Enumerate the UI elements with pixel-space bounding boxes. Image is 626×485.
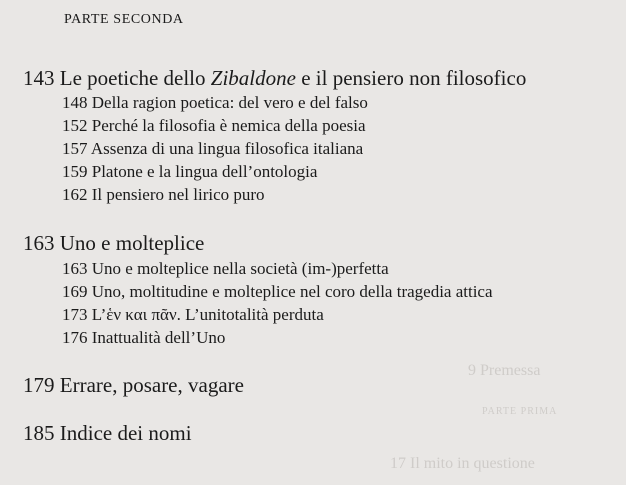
page-number: 163	[62, 259, 88, 278]
toc-entry-chapter	[23, 373, 244, 398]
page-number: 143	[23, 66, 55, 90]
subsection-title: Perché la filosofia è nemica della poesia	[91, 116, 366, 135]
chapter-title: Le poetiche dello Zibaldone e il pensiero non filosofico	[59, 66, 527, 90]
toc-entry-subsection	[62, 93, 368, 113]
subsection-title: Uno, moltitudine e molteplice nel coro della tragedia attica	[91, 282, 493, 301]
toc-entry-chapter	[23, 66, 526, 91]
page-number: 185	[23, 421, 55, 445]
page-number: 157	[62, 139, 88, 158]
page-number: 152	[62, 116, 88, 135]
toc-entry-subsection	[62, 282, 493, 302]
toc-entry-chapter	[23, 231, 204, 256]
subsection-title: Il pensiero nel lirico puro	[91, 185, 265, 204]
bleed-through-text: 17 Il mito in questione	[390, 455, 535, 472]
chapter-title: Uno e molteplice	[59, 231, 205, 255]
toc-entry-subsection	[62, 259, 389, 279]
page-number: 176	[62, 328, 88, 347]
toc-entry-subsection	[62, 328, 225, 348]
page-number: 179	[23, 373, 55, 397]
chapter-title: Indice dei nomi	[59, 421, 192, 445]
subsection-title: Della ragion poetica: del vero e del falso	[91, 93, 368, 112]
page-number: 162	[62, 185, 88, 204]
page-number: 148	[62, 93, 88, 112]
bleed-through-text: PARTE PRIMA	[482, 406, 558, 417]
subsection-title: L’ἑν και πᾶν. L’unitotalità perduta	[91, 305, 324, 324]
page-number: 173	[62, 305, 88, 324]
page-number: 159	[62, 162, 88, 181]
toc-entry-subsection	[62, 116, 366, 136]
subsection-title: Assenza di una lingua filosofica italiana	[90, 139, 364, 158]
page-number: 163	[23, 231, 55, 255]
toc-entry-chapter	[23, 421, 192, 446]
page-number: 169	[62, 282, 88, 301]
toc-entry-subsection	[62, 185, 265, 205]
toc-entry-subsection	[62, 305, 324, 325]
subsection-title: Inattualità dell’Uno	[91, 328, 226, 347]
subsection-title: Platone e la lingua dell’ontologia	[91, 162, 318, 181]
part-header: PARTE SECONDA	[64, 12, 184, 27]
toc-entry-subsection	[62, 162, 317, 182]
chapter-title: Errare, posare, vagare	[59, 373, 244, 397]
bleed-through-text: 9 Premessa	[468, 362, 541, 379]
toc-entry-subsection	[62, 139, 363, 159]
subsection-title: Uno e molteplice nella società (im-)perfetta	[91, 259, 389, 278]
